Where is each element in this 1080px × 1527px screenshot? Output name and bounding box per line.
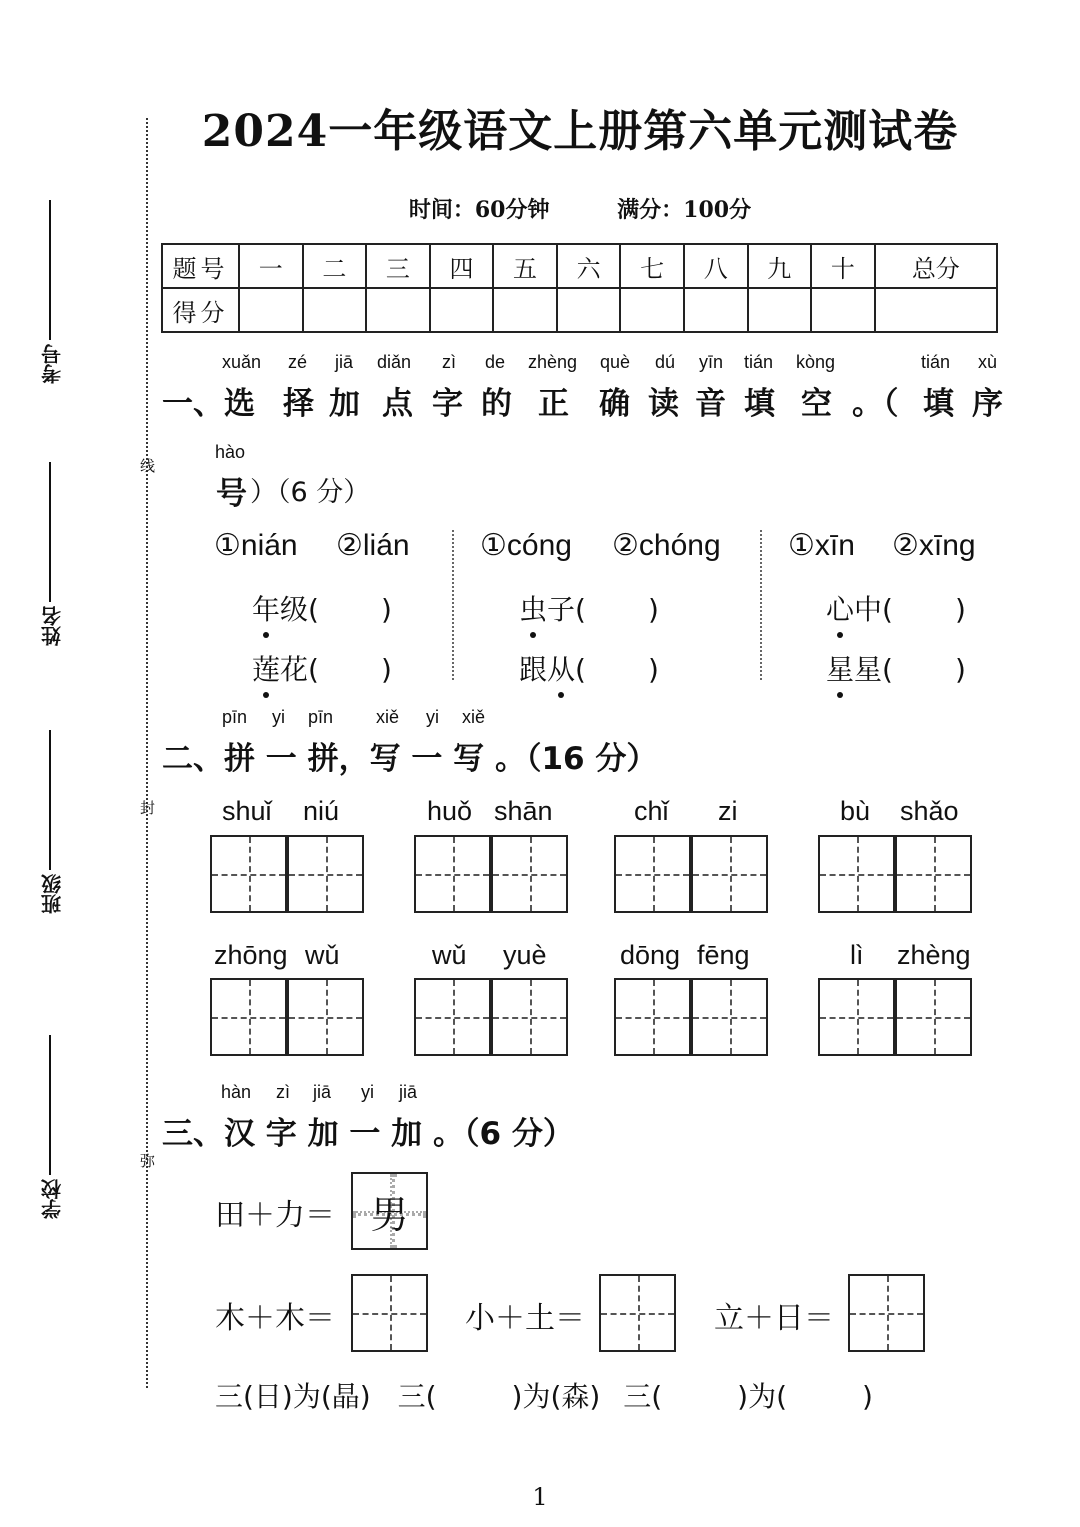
q1-char: 字 bbox=[432, 386, 463, 422]
dotted-char: 星 bbox=[826, 648, 854, 688]
q1-char: 点 bbox=[382, 386, 413, 422]
q1-pinyin: què bbox=[600, 352, 631, 372]
answer-box[interactable] bbox=[599, 1274, 676, 1352]
binding-line bbox=[146, 118, 148, 1388]
q3-pinyin: jiā bbox=[313, 1082, 332, 1102]
score-header: 总分 bbox=[875, 244, 997, 288]
q1-char: 空 bbox=[801, 386, 832, 422]
word-item[interactable] bbox=[826, 648, 966, 688]
q1-char: 择 bbox=[283, 386, 314, 422]
dotted-char: 心 bbox=[826, 588, 854, 628]
q2-pinyin: yi bbox=[272, 707, 285, 727]
word-item[interactable] bbox=[252, 588, 392, 628]
q1-char: 加 bbox=[329, 386, 360, 422]
three-blank-mid: )为( bbox=[737, 1380, 788, 1413]
option: ①cóng bbox=[480, 529, 572, 562]
q1-pinyin: yīn bbox=[699, 352, 724, 372]
word-rest: 子( bbox=[547, 593, 586, 626]
q1-char: 的 bbox=[481, 386, 512, 422]
q1-char: 填 bbox=[923, 386, 954, 422]
score-cell[interactable] bbox=[557, 288, 621, 332]
score-header: 二 bbox=[303, 244, 367, 288]
pinyin-label: dōng bbox=[620, 940, 681, 970]
word-rest: 中( bbox=[854, 593, 893, 626]
exam-number-blank[interactable] bbox=[50, 200, 52, 340]
writing-box[interactable] bbox=[818, 978, 895, 1056]
q1-char: 一、选 bbox=[162, 386, 255, 422]
score-cell[interactable] bbox=[684, 288, 748, 332]
writing-box[interactable] bbox=[491, 835, 568, 913]
exam-number-field[interactable] bbox=[38, 200, 66, 384]
q1-pinyin: jiā bbox=[335, 352, 354, 372]
score-header: 题号 bbox=[162, 244, 239, 288]
score-cell[interactable] bbox=[811, 288, 875, 332]
score-cell[interactable] bbox=[875, 288, 997, 332]
writing-box[interactable] bbox=[614, 835, 691, 913]
dotted-char: 年 bbox=[252, 588, 280, 628]
pinyin-label: shān bbox=[494, 796, 553, 826]
paren-open: ( bbox=[575, 653, 586, 686]
dotted-char: 虫 bbox=[519, 588, 547, 628]
writing-box[interactable] bbox=[414, 978, 491, 1056]
score-cell[interactable] bbox=[303, 288, 367, 332]
q1-char: 号 bbox=[216, 476, 247, 512]
writing-box[interactable] bbox=[691, 978, 768, 1056]
class-blank[interactable] bbox=[50, 730, 52, 870]
score-header: 三 bbox=[366, 244, 430, 288]
school-label: 学校 bbox=[40, 1179, 65, 1219]
option: ②xīng bbox=[892, 529, 976, 562]
three-example: 三(日)为(晶) bbox=[215, 1380, 371, 1413]
school-field[interactable] bbox=[38, 1035, 66, 1219]
q1-pinyin: diǎn bbox=[377, 352, 412, 372]
score-header: 九 bbox=[748, 244, 812, 288]
score-header: 五 bbox=[493, 244, 557, 288]
pinyin-label: shǎo bbox=[900, 796, 959, 826]
equation: 立＋日＝ bbox=[714, 1301, 834, 1336]
q1-char: 序 bbox=[972, 386, 1003, 422]
q2-pinyin: pīn bbox=[308, 707, 334, 727]
pinyin-label: huǒ bbox=[427, 796, 473, 826]
equation: 木＋木＝ bbox=[215, 1301, 335, 1336]
pinyin-label: chǐ bbox=[634, 796, 669, 826]
q1-pinyin: zé bbox=[288, 352, 308, 372]
pinyin-label: yuè bbox=[503, 940, 547, 970]
pinyin-label: zi bbox=[718, 796, 738, 826]
writing-box[interactable] bbox=[287, 835, 364, 913]
answer-box[interactable] bbox=[351, 1274, 428, 1352]
writing-box[interactable] bbox=[895, 835, 972, 913]
q2-pinyin: yi bbox=[426, 707, 439, 727]
writing-box[interactable] bbox=[691, 835, 768, 913]
word-rest: 级( bbox=[280, 593, 319, 626]
example-answer-box bbox=[351, 1172, 428, 1250]
score-cell[interactable] bbox=[748, 288, 812, 332]
q1-char: 音 bbox=[695, 386, 726, 422]
pinyin-label: fēng bbox=[697, 940, 750, 970]
pinyin-label: bù bbox=[840, 796, 871, 826]
answer-box[interactable] bbox=[848, 1274, 925, 1352]
score-header: 四 bbox=[430, 244, 494, 288]
name-label: 姓名 bbox=[40, 606, 65, 646]
binding-char-mi: 弥 bbox=[138, 1153, 156, 1168]
pinyin-label: wǔ bbox=[432, 940, 467, 970]
q1-pinyin: dú bbox=[655, 352, 676, 372]
pinyin-label: wǔ bbox=[305, 940, 340, 970]
name-field[interactable] bbox=[38, 462, 66, 646]
paren-close: ) bbox=[380, 593, 392, 626]
pinyin-label: zhèng bbox=[897, 940, 971, 970]
q1-pinyin: tián bbox=[744, 352, 774, 372]
writing-box[interactable] bbox=[895, 978, 972, 1056]
score-table bbox=[161, 243, 998, 333]
pinyin-label: niú bbox=[303, 796, 340, 826]
word-item[interactable] bbox=[519, 588, 659, 628]
option: ②chóng bbox=[612, 529, 721, 562]
q3-pinyin: jiā bbox=[399, 1082, 418, 1102]
page-title: 2024一年级语文上册第六单元测试卷 bbox=[201, 106, 959, 157]
three-blank-open: 三( bbox=[623, 1380, 663, 1413]
q1-pinyin: xù bbox=[978, 352, 998, 372]
pinyin-label: lì bbox=[850, 940, 864, 970]
q2-pinyin: xiě bbox=[376, 707, 400, 727]
dotted-char: 莲 bbox=[252, 648, 280, 688]
score-cell[interactable] bbox=[239, 288, 303, 332]
score-row-label: 得分 bbox=[162, 288, 239, 332]
q1-char: 填 bbox=[744, 386, 775, 422]
three-sen: )为(森) bbox=[511, 1380, 601, 1413]
full-score: 满分：100分 bbox=[617, 197, 752, 223]
word-item[interactable] bbox=[826, 588, 966, 628]
option: ①nián bbox=[214, 529, 298, 562]
option: ①xīn bbox=[788, 529, 855, 562]
score-table-score-row bbox=[162, 288, 997, 332]
binding-char-xian: 线 bbox=[138, 458, 156, 473]
paren-close: ) bbox=[647, 653, 659, 686]
school-blank[interactable] bbox=[50, 1035, 52, 1175]
q1-pinyin: tián bbox=[921, 352, 951, 372]
word-item[interactable] bbox=[252, 648, 392, 688]
example-equation: 田＋力＝ bbox=[215, 1198, 335, 1233]
writing-box[interactable] bbox=[210, 978, 287, 1056]
three-char-line bbox=[215, 1375, 873, 1415]
score-table-header-row bbox=[162, 244, 997, 288]
paren-close: ) bbox=[647, 593, 659, 626]
paren-close: ) bbox=[954, 653, 966, 686]
option: ②lián bbox=[336, 529, 410, 562]
writing-box[interactable] bbox=[491, 978, 568, 1056]
q2-pinyin: pīn bbox=[222, 707, 248, 727]
class-label: 班级 bbox=[40, 874, 65, 914]
q1-char: 确 bbox=[599, 386, 630, 422]
score-cell[interactable] bbox=[620, 288, 684, 332]
exam-number-label: 考号 bbox=[40, 344, 65, 384]
q2-pinyin: xiě bbox=[462, 707, 486, 727]
score-cell[interactable] bbox=[366, 288, 430, 332]
page-number: 1 bbox=[532, 1483, 548, 1511]
word-rest: 花( bbox=[280, 653, 319, 686]
writing-box[interactable] bbox=[210, 835, 287, 913]
dotted-char: 从 bbox=[547, 648, 575, 688]
paren-close: ) bbox=[954, 593, 966, 626]
score-cell[interactable] bbox=[493, 288, 557, 332]
score-cell[interactable] bbox=[430, 288, 494, 332]
group-divider bbox=[760, 530, 762, 680]
writing-box[interactable] bbox=[414, 835, 491, 913]
score-header: 六 bbox=[557, 244, 621, 288]
q3-heading: 三、汉 字 加 一 加 。（6 分） bbox=[162, 1116, 574, 1152]
q1-pinyin: hào bbox=[215, 442, 246, 462]
q3-pinyin: yi bbox=[361, 1082, 374, 1102]
word-rest: 星( bbox=[854, 653, 893, 686]
q1-pinyin: xuǎn bbox=[222, 352, 262, 372]
exam-meta bbox=[160, 193, 1000, 224]
writing-box[interactable] bbox=[287, 978, 364, 1056]
q1-char: 读 bbox=[648, 386, 679, 422]
q1-pinyin: kòng bbox=[796, 352, 836, 372]
word-first: 跟 bbox=[519, 653, 548, 686]
example-answer: 男 bbox=[370, 1192, 409, 1237]
pinyin-label: zhōng bbox=[214, 940, 288, 970]
q1-pinyin: de bbox=[485, 352, 506, 372]
q3-pinyin: hàn bbox=[221, 1082, 252, 1102]
score-header: 八 bbox=[684, 244, 748, 288]
q1-pinyin: zì bbox=[442, 352, 457, 372]
equation: 小＋土＝ bbox=[465, 1301, 585, 1336]
three-blank-close: ) bbox=[862, 1380, 873, 1413]
word-item[interactable] bbox=[519, 648, 659, 688]
q1-score: ）（6 分） bbox=[250, 477, 371, 508]
score-header: 一 bbox=[239, 244, 303, 288]
writing-box[interactable] bbox=[614, 978, 691, 1056]
class-field[interactable] bbox=[38, 730, 66, 914]
q1-char: 正 bbox=[538, 386, 569, 422]
writing-box[interactable] bbox=[818, 835, 895, 913]
score-header: 十 bbox=[811, 244, 875, 288]
q2-heading: 二、拼 一 拼，写 一 写 。（16 分） bbox=[162, 741, 658, 777]
paren-close: ) bbox=[380, 653, 392, 686]
binding-char-feng: 封 bbox=[138, 800, 156, 815]
q1-char: 。（ bbox=[852, 386, 899, 422]
name-blank[interactable] bbox=[50, 462, 52, 602]
group-divider bbox=[452, 530, 454, 680]
three-blank-open: 三( bbox=[397, 1380, 437, 1413]
time-limit: 时间：60分钟 bbox=[408, 197, 550, 223]
q3-pinyin: zì bbox=[276, 1082, 291, 1102]
score-header: 七 bbox=[620, 244, 684, 288]
pinyin-label: shuǐ bbox=[222, 796, 272, 826]
q1-pinyin: zhèng bbox=[528, 352, 578, 372]
